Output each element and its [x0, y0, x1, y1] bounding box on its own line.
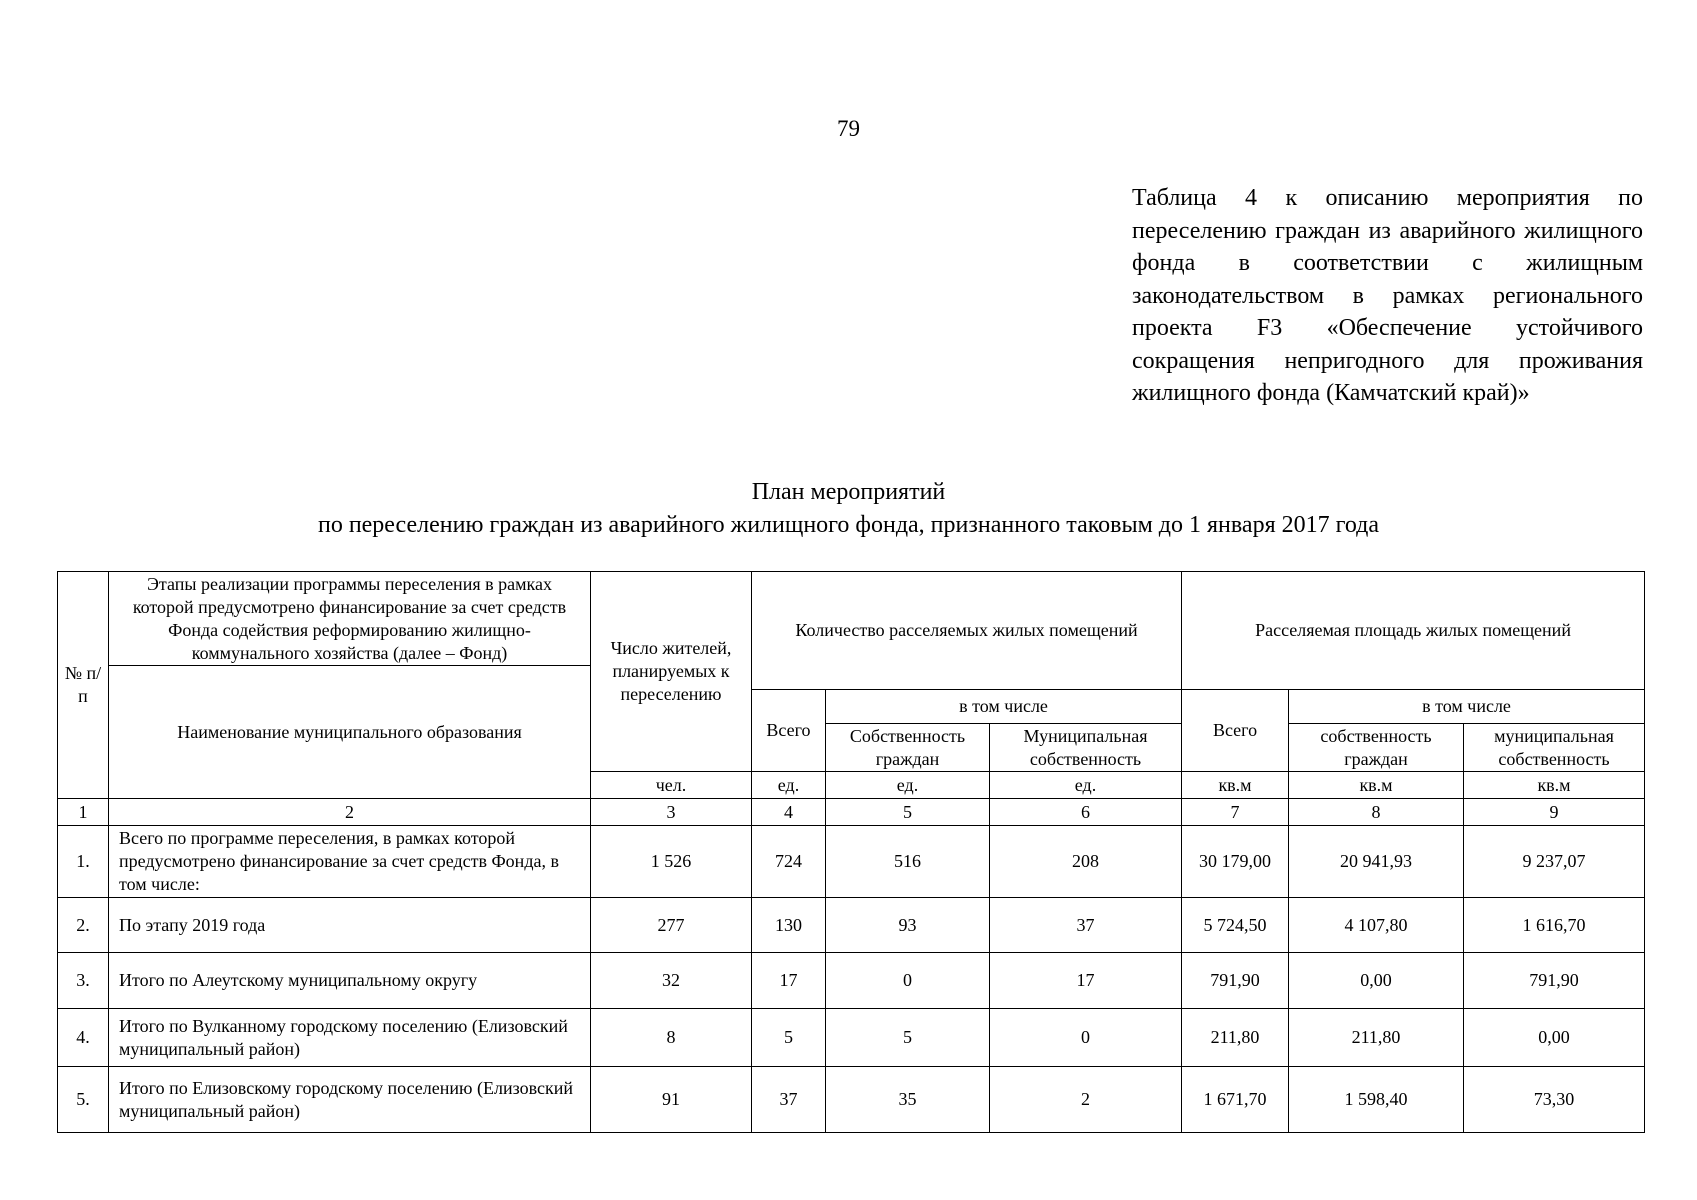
header-number: № п/п [58, 572, 109, 799]
row-rooms-citizens: 516 [826, 826, 990, 898]
row-number: 5. [58, 1067, 109, 1133]
row-rooms-citizens: 5 [826, 1009, 990, 1067]
unit-rooms-total: ед. [752, 772, 826, 799]
unit-area-citizens: кв.м [1289, 772, 1464, 799]
row-residents: 8 [591, 1009, 752, 1067]
table-caption: Таблица 4 к описанию мероприятия по переселению граждан из аварийного жилищного фонда в соответствии с жилищным законодательством в рамках регионального проекта F3 «Обеспечение устойчивого сокращения непригодного для проживания жилищного фонда (Камчатский край)» [1132, 185, 1643, 406]
row-number: 3. [58, 953, 109, 1009]
row-rooms-total: 5 [752, 1009, 826, 1067]
row-area-total: 30 179,00 [1182, 826, 1289, 898]
row-name: Итого по Вулканному городскому поселению (Елизовский муниципальный район) [109, 1009, 591, 1067]
table-row [58, 898, 1645, 953]
row-residents: 277 [591, 898, 752, 953]
header-row-1 [58, 572, 1645, 666]
row-rooms-total: 130 [752, 898, 826, 953]
table-row [58, 1009, 1645, 1067]
header-rooms-including: в том числе [826, 690, 1182, 724]
column-number: 2 [109, 799, 591, 826]
unit-area-total: кв.м [1182, 772, 1289, 799]
unit-residents: чел. [591, 772, 752, 799]
column-number: 1 [58, 799, 109, 826]
row-area-citizens: 211,80 [1289, 1009, 1464, 1067]
unit-rooms-municipal: ед. [990, 772, 1182, 799]
row-rooms-total: 724 [752, 826, 826, 898]
unit-rooms-citizens: ед. [826, 772, 990, 799]
header-rooms-municipal: Муниципальная собственность [990, 724, 1182, 772]
row-area-municipal: 791,90 [1464, 953, 1645, 1009]
row-area-citizens: 1 598,40 [1289, 1067, 1464, 1133]
row-area-citizens: 0,00 [1289, 953, 1464, 1009]
header-area: Расселяемая площадь жилых помещений [1182, 572, 1645, 690]
row-rooms-total: 37 [752, 1067, 826, 1133]
row-area-municipal: 9 237,07 [1464, 826, 1645, 898]
row-area-municipal: 1 616,70 [1464, 898, 1645, 953]
column-number: 6 [990, 799, 1182, 826]
row-number: 1. [58, 826, 109, 898]
row-area-citizens: 4 107,80 [1289, 898, 1464, 953]
header-area-municipal: муниципальная собственность [1464, 724, 1645, 772]
header-area-citizens: собственность граждан [1289, 724, 1464, 772]
title-line-2: по переселению граждан из аварийного жилищного фонда, признанного таковым до 1 января 2017 года [317, 512, 1380, 538]
row-name: Всего по программе переселения, в рамках которой предусмотрено финансирование за счет средств Фонда, в том числе: [109, 826, 591, 898]
row-area-total: 5 724,50 [1182, 898, 1289, 953]
header-residents: Число жителей, планируемых к переселению [591, 572, 752, 772]
table-row [58, 1067, 1645, 1133]
row-name: Итого по Елизовскому городскому поселению (Елизовский муниципальный район) [109, 1067, 591, 1133]
row-residents: 91 [591, 1067, 752, 1133]
header-area-total: Всего [1182, 690, 1289, 772]
row-rooms-municipal: 37 [990, 898, 1182, 953]
table-row [58, 953, 1645, 1009]
column-number: 4 [752, 799, 826, 826]
column-number: 7 [1182, 799, 1289, 826]
row-area-citizens: 20 941,93 [1289, 826, 1464, 898]
row-rooms-municipal: 17 [990, 953, 1182, 1009]
column-numbers-row [58, 799, 1645, 826]
row-rooms-municipal: 208 [990, 826, 1182, 898]
row-rooms-municipal: 0 [990, 1009, 1182, 1067]
column-number: 9 [1464, 799, 1645, 826]
header-rooms-total: Всего [752, 690, 826, 772]
unit-area-municipal: кв.м [1464, 772, 1645, 799]
header-area-including: в том числе [1289, 690, 1645, 724]
row-area-municipal: 0,00 [1464, 1009, 1645, 1067]
header-municipality: Наименование муниципального образования [109, 666, 591, 799]
row-area-total: 791,90 [1182, 953, 1289, 1009]
title-line-1: План мероприятий [751, 479, 946, 505]
row-residents: 32 [591, 953, 752, 1009]
header-stages: Этапы реализации программы переселения в рамках которой предусмотрено финансирование за счет средств Фонда содействия реформированию жилищно-коммунального хозяйства (далее – Фонд) [109, 572, 591, 666]
page-number: 79 [837, 116, 860, 141]
row-residents: 1 526 [591, 826, 752, 898]
page-title [0, 476, 1697, 542]
row-rooms-citizens: 35 [826, 1067, 990, 1133]
row-rooms-citizens: 0 [826, 953, 990, 1009]
header-rooms-citizens: Собственность граждан [826, 724, 990, 772]
column-number: 5 [826, 799, 990, 826]
row-area-municipal: 73,30 [1464, 1067, 1645, 1133]
row-rooms-municipal: 2 [990, 1067, 1182, 1133]
column-number: 8 [1289, 799, 1464, 826]
row-area-total: 1 671,70 [1182, 1067, 1289, 1133]
table-row [58, 826, 1645, 898]
row-number: 2. [58, 898, 109, 953]
row-name: По этапу 2019 года [109, 898, 591, 953]
header-rooms-count: Количество расселяемых жилых помещений [752, 572, 1182, 690]
row-number: 4. [58, 1009, 109, 1067]
column-number: 3 [591, 799, 752, 826]
row-rooms-citizens: 93 [826, 898, 990, 953]
row-rooms-total: 17 [752, 953, 826, 1009]
row-name: Итого по Алеутскому муниципальному округу [109, 953, 591, 1009]
row-area-total: 211,80 [1182, 1009, 1289, 1067]
resettlement-plan-table [57, 571, 1645, 1133]
